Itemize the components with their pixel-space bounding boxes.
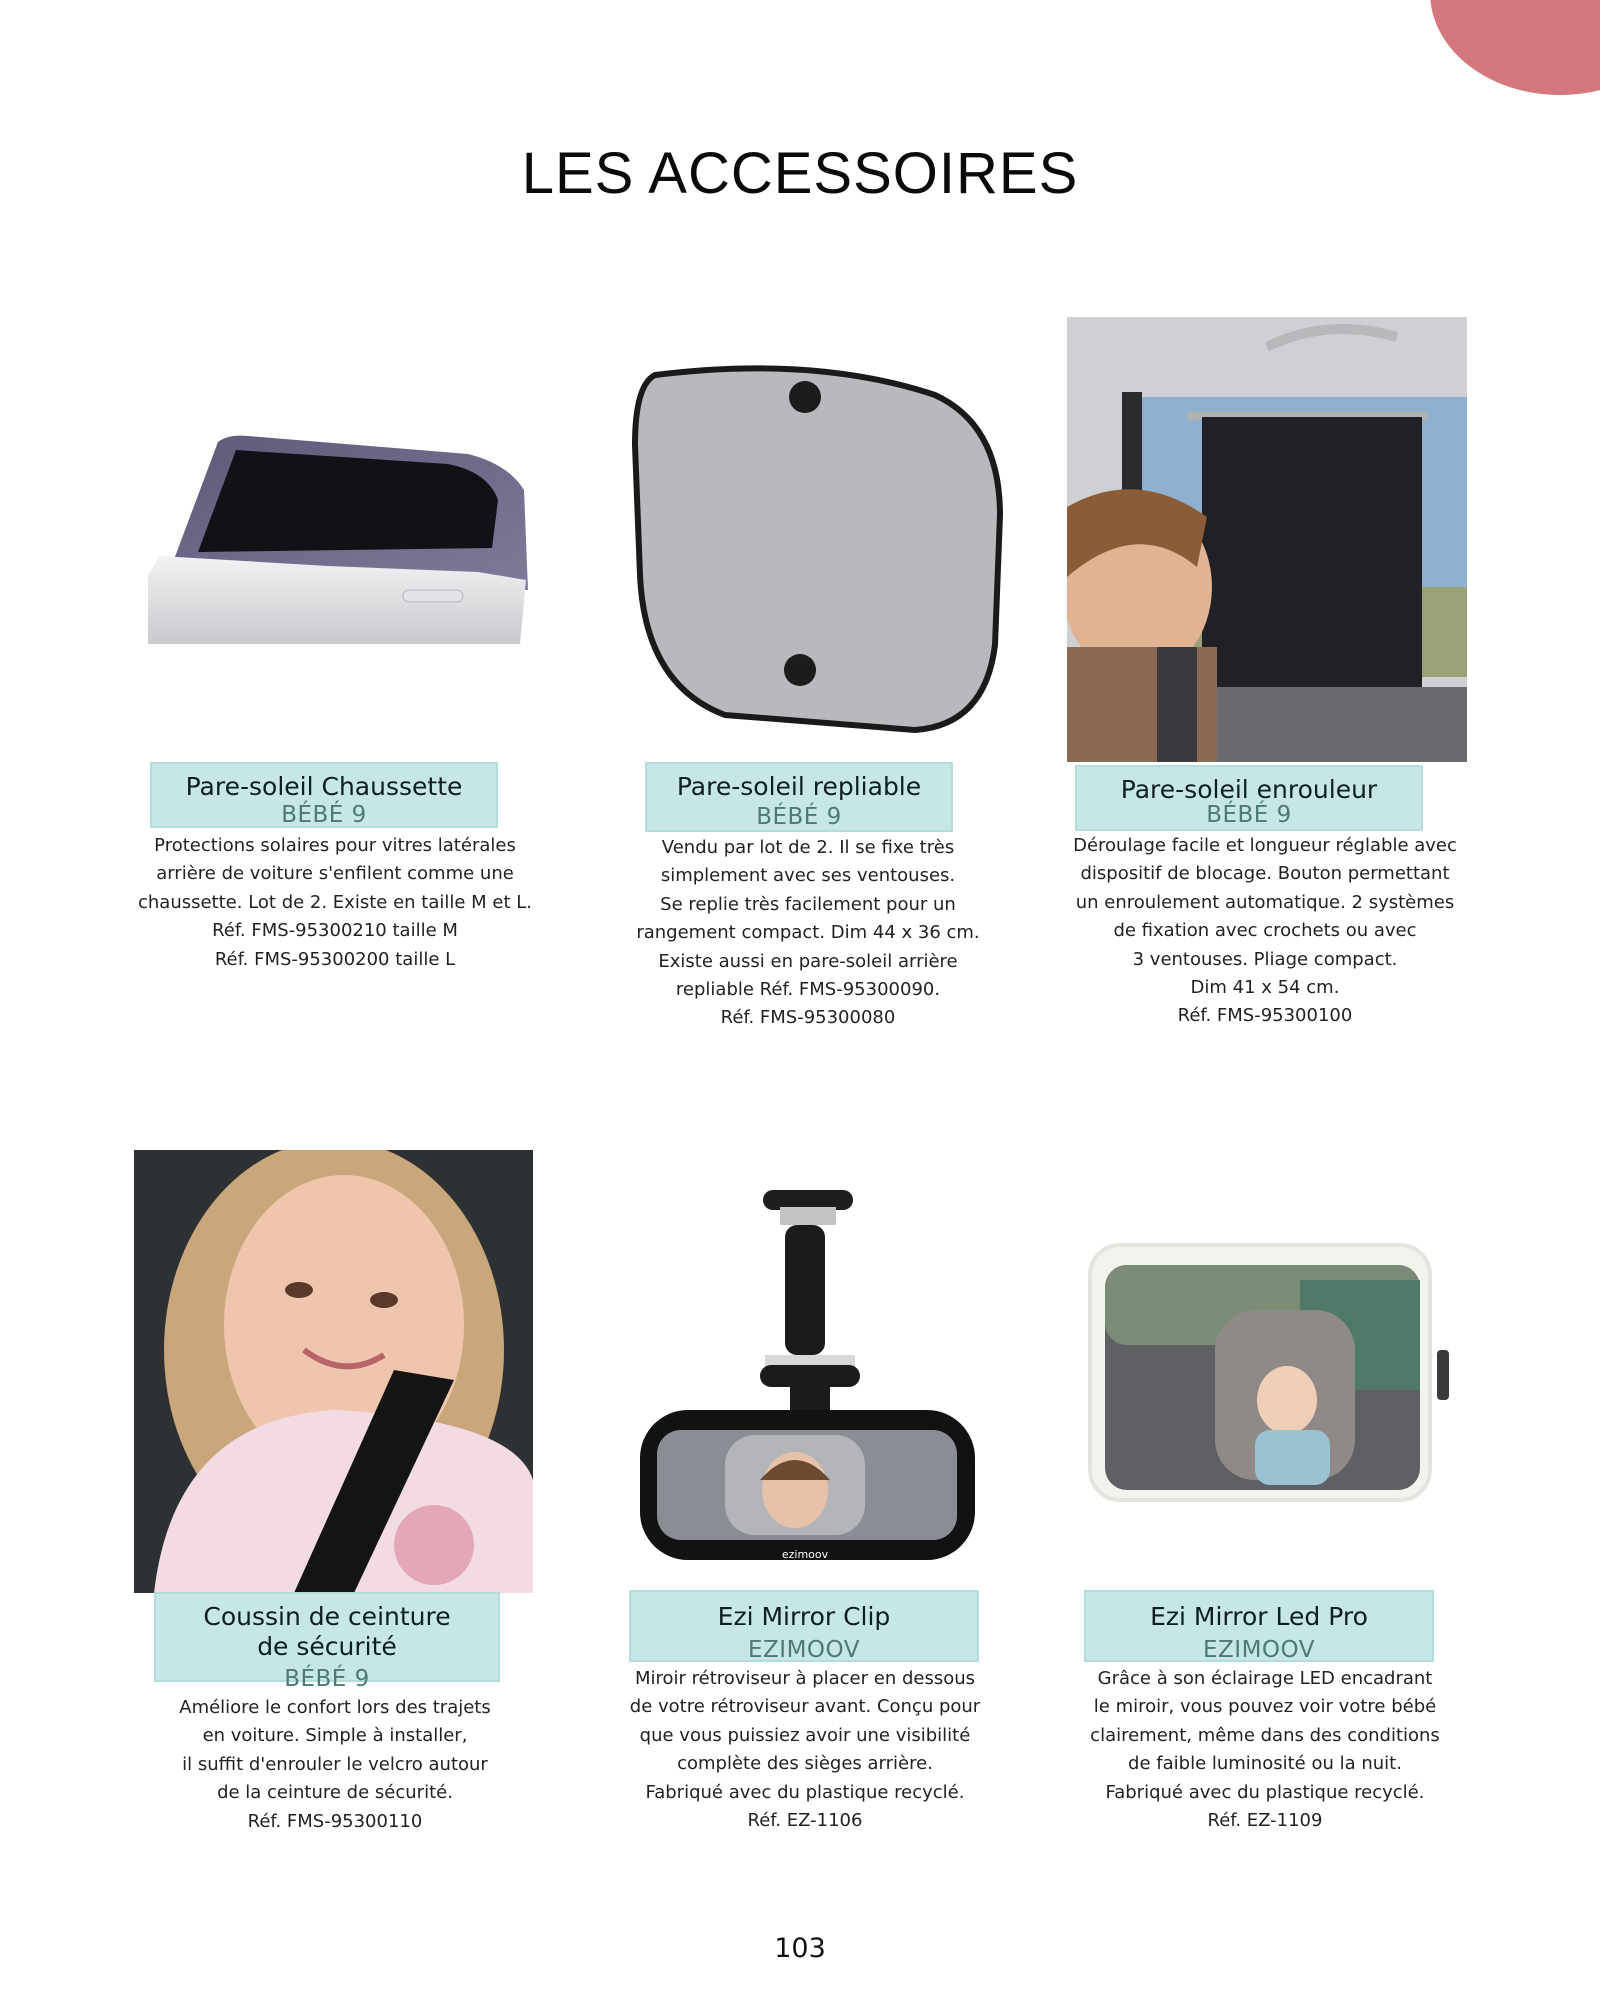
product-name: Ezi Mirror Clip xyxy=(717,1602,891,1631)
product-name: de sécurité xyxy=(257,1632,397,1661)
product-reference: Réf. EZ-1109 xyxy=(1207,1810,1323,1832)
product-image-clip-mirror xyxy=(635,1185,975,1570)
product-description: Grâce à son éclairage LED encadrant le miroir, vous pouvez voir votre bébé clairement, même dans des conditions de faible luminosité ou la nuit. Fabriqué avec du plastique recyclé. Réf. EZ-1109 xyxy=(1065,1665,1465,1835)
product-description: Améliore le confort lors des trajets en voiture. Simple à installer, il suffit d'enrouler le velcro autour de la ceinture de sécurité. Réf. FMS-95300110 xyxy=(130,1694,540,1836)
product-reference: Réf. FMS-95300210 taille M xyxy=(212,920,458,942)
product-brand: BÉBÉ 9 xyxy=(1206,802,1292,828)
product-reference: Réf. FMS-95300100 xyxy=(1177,1005,1353,1027)
corner-decoration xyxy=(1430,0,1600,95)
product-brand: EZIMOOV xyxy=(1203,1637,1315,1663)
product-brand: BÉBÉ 9 xyxy=(281,802,367,828)
product-image-car-door-sunshade xyxy=(148,430,532,645)
product-reference: Réf. FMS-95300200 taille L xyxy=(214,948,456,970)
page-number: 103 xyxy=(774,1933,826,1964)
product-image-foldable-sunshade xyxy=(615,345,1005,735)
ezimoov-logo: ezimoov xyxy=(781,1548,829,1561)
page-title: LES ACCESSOIRES xyxy=(521,141,1079,206)
product-image-girl-seatbelt-pad xyxy=(134,1150,533,1593)
product-name: Pare-soleil enrouleur xyxy=(1120,775,1378,804)
product-name: Pare-soleil Chaussette xyxy=(185,772,463,801)
product-name: Ezi Mirror Led Pro xyxy=(1150,1602,1368,1631)
product-description: Déroulage facile et longueur réglable avec dispositif de blocage. Bouton permettant un enroulement automatique. 2 systèmes de fixation avec crochets ou avec 3 ventouses. Pliage compact. Dim 41 x 54 cm. Réf. FMS-95300100 xyxy=(1050,832,1480,1031)
product-name: Pare-soleil repliable xyxy=(676,772,922,801)
product-description: Vendu par lot de 2. Il se fixe très simplement avec ses ventouses. Se replie très facilement pour un rangement compact. Dim 44 x 36 cm. Existe aussi en pare-soleil arrière repliable Réf. FMS-95300090. Réf. FMS-95300080 xyxy=(608,834,1008,1033)
product-image-roller-sunshade xyxy=(1067,317,1467,762)
product-reference: Réf. FMS-95300080 xyxy=(720,1007,896,1029)
product-name: Coussin de ceinture xyxy=(203,1602,451,1631)
product-brand: BÉBÉ 9 xyxy=(756,804,842,830)
product-description: Miroir rétroviseur à placer en dessous de votre rétroviseur avant. Conçu pour que vous puissiez avoir une visibilité complète des sièges arrière. Fabriqué avec du plastique recyclé. Réf. EZ-1106 xyxy=(605,1665,1005,1835)
product-image-led-mirror xyxy=(1085,1240,1450,1515)
product-brand: BÉBÉ 9 xyxy=(284,1666,370,1692)
product-brand: EZIMOOV xyxy=(748,1637,860,1663)
product-reference: Réf. FMS-95300110 xyxy=(247,1810,423,1832)
product-reference: Réf. EZ-1106 xyxy=(747,1810,863,1832)
product-description: Protections solaires pour vitres latérales arrière de voiture s'enfilent comme une chaussette. Lot de 2. Existe en taille M et L. Réf. FMS-95300210 taille M Réf. FMS-95300200 taille L xyxy=(120,832,550,974)
